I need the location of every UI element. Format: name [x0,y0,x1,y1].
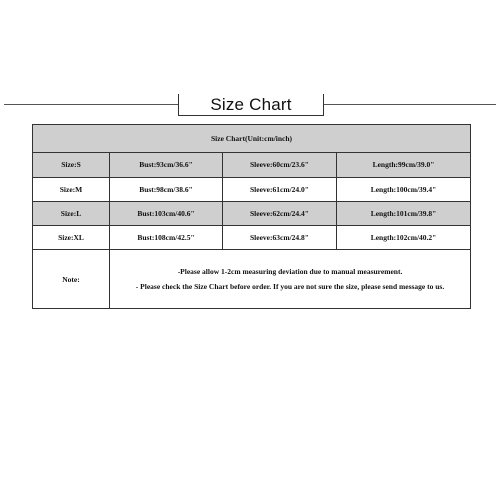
note-row [33,250,471,309]
bust-cell: Bust:103cm/40.6" [110,201,223,225]
length-cell: Length:102cm/40.2" [337,226,471,250]
table-caption: Size Chart(Unit:cm/inch) [33,125,471,153]
title-box [178,94,324,116]
length-cell: Length:99cm/39.0" [337,153,471,177]
length-cell: Length:100cm/39.4" [337,177,471,201]
note-line: - Please check the Size Chart before order. If you are not sure the size, please send message to us. [135,282,445,292]
size-cell: Size:M [33,177,110,201]
table-row [33,177,471,201]
note-content [110,250,471,309]
bust-cell: Bust:108cm/42.5" [110,226,223,250]
bust-cell: Bust:98cm/38.6" [110,177,223,201]
size-cell: Size:L [33,201,110,225]
sleeve-cell: Sleeve:61cm/24.0" [223,177,337,201]
size-cell: Size:S [33,153,110,177]
table-caption-row [33,125,471,153]
table-row [33,153,471,177]
length-cell: Length:101cm/39.8" [337,201,471,225]
table-row [33,226,471,250]
table-row [33,201,471,225]
note-label: Note: [33,250,110,309]
sleeve-cell: Sleeve:60cm/23.6" [223,153,337,177]
bust-cell: Bust:93cm/36.6" [110,153,223,177]
size-cell: Size:XL [33,226,110,250]
sleeve-cell: Sleeve:62cm/24.4" [223,201,337,225]
sleeve-cell: Sleeve:63cm/24.8" [223,226,337,250]
note-line: -Please allow 1-2cm measuring deviation due to manual measurement. [177,267,403,277]
size-chart-table [32,124,471,309]
page-title: Size Chart [210,94,292,114]
